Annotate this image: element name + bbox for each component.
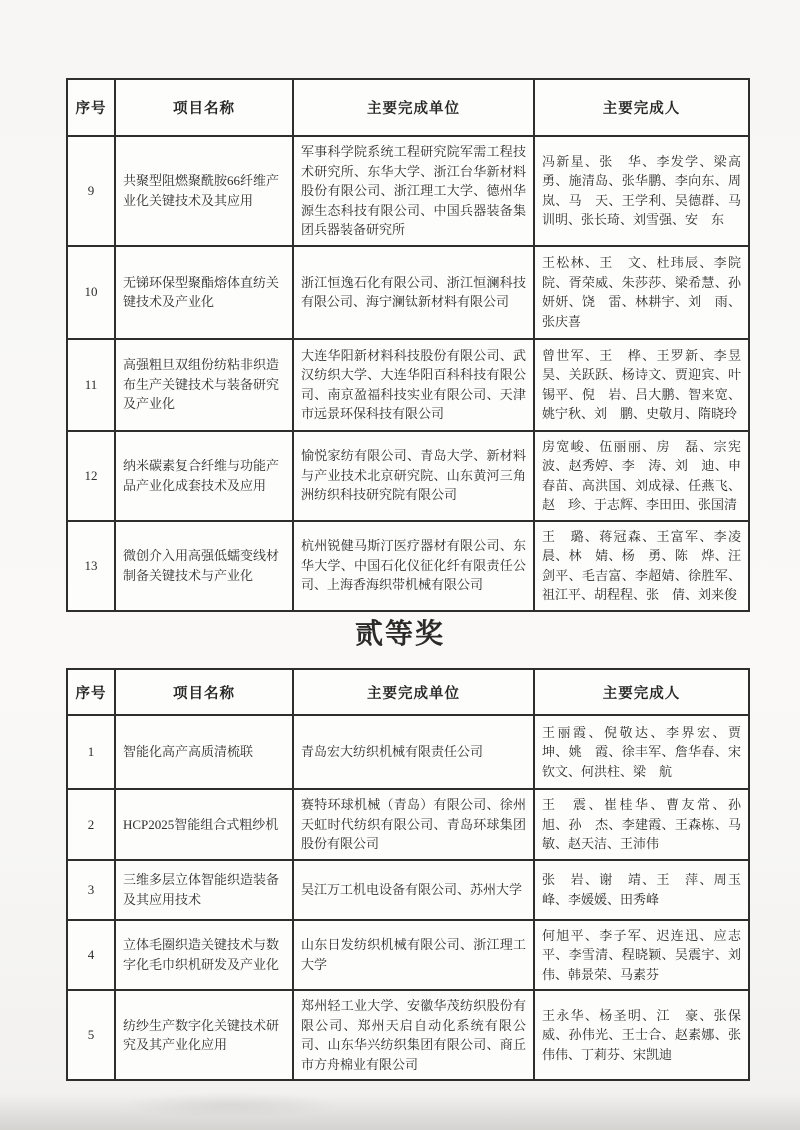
cell-project: HCP2025智能组合式粗纱机 [115,789,293,860]
cell-people: 王永华、杨圣明、江 豪、张保威、孙伟光、王士合、赵素娜、张伟伟、丁莉芬、宋凯迪 [534,990,749,1080]
cell-no: 9 [67,136,115,246]
table-row [67,789,749,860]
table-row [67,920,749,991]
cell-units: 吴江万工机电设备有限公司、苏州大学 [293,860,534,920]
cell-people: 王 震、崔桂华、曹友常、孙 旭、孙 杰、李建霞、王森栋、马 敏、赵天洁、王沛伟 [534,789,749,860]
cell-project: 高强粗旦双组份纺粘非织造布生产关键技术与装备研究及产业化 [115,339,293,431]
column-header-project: 项目名称 [115,669,293,715]
cell-no: 4 [67,920,115,991]
table-row [67,521,749,611]
cell-no: 10 [67,246,115,339]
cell-people: 王丽霞、倪敬达、李界宏、贾 坤、姚 霞、徐丰军、詹华春、宋钦文、何洪柱、梁 航 [534,715,749,789]
column-header-project: 项目名称 [115,79,293,136]
cell-people: 张 岩、谢 靖、王 萍、周玉峰、李媛媛、田秀峰 [534,860,749,920]
cell-people: 冯新星、张 华、李发学、梁高勇、施清岛、张华鹏、李向东、周 岚、马 天、王学利、吴德群、马训明、张长琦、刘雪强、安 东 [534,136,749,246]
cell-no: 3 [67,860,115,920]
cell-people: 房宽峻、伍丽丽、房 磊、宗宪波、赵秀婷、李 涛、刘 迪、申春苗、高洪国、刘成禄、任燕飞、赵 珍、于志辉、李田田、张国清 [534,431,749,521]
column-header-no: 序号 [67,79,115,136]
header-row [67,669,749,715]
cell-people: 曾世军、王 桦、王罗新、李昱昊、关跃跃、杨诗文、贾迎宾、叶锡平、倪 岩、吕大鹏、智来宽、姚宁秋、刘 鹏、史敬月、隋晓玲 [534,339,749,431]
cell-project: 纳米碳素复合纤维与功能产品产业化成套技术及应用 [115,431,293,521]
cell-units: 军事科学院系统工程研究院军需工程技术研究所、东华大学、浙江台华新材料股份有限公司、浙江理工大学、德州华源生态科技有限公司、中国兵器装备集团兵器装备研究所 [293,136,534,246]
table-row [67,339,749,431]
column-header-people: 主要完成人 [534,669,749,715]
cell-no: 1 [67,715,115,789]
cell-people: 王松林、王 文、杜玮辰、李院院、胥荣威、朱莎莎、梁希慧、孙妍妍、饶 雷、林耕宇、刘 雨、张庆喜 [534,246,749,339]
column-header-units: 主要完成单位 [293,669,534,715]
cell-project: 无锑环保型聚酯熔体直纺关键技术及产业化 [115,246,293,339]
cell-units: 浙江恒逸石化有限公司、浙江恒澜科技有限公司、海宁澜钛新材料有限公司 [293,246,534,339]
table-row [67,136,749,246]
table-row [67,431,749,521]
cell-project: 三维多层立体智能织造装备及其应用技术 [115,860,293,920]
table-row [67,715,749,789]
first-prize-table-continued [66,78,755,612]
cell-units: 大连华阳新材料科技股份有限公司、武汉纺织大学、大连华阳百科科技有限公司、南京盈福科技实业有限公司、天津市远景环保科技有限公司 [293,339,534,431]
cell-project: 共聚型阻燃聚酰胺66纤维产业化关键技术及其应用 [115,136,293,246]
column-header-units: 主要完成单位 [293,79,534,136]
cell-units: 赛特环球机械（青岛）有限公司、徐州天虹时代纺织有限公司、青岛环球集团股份有限公司 [293,789,534,860]
cell-units: 青岛宏大纺织机械有限责任公司 [293,715,534,789]
second-prize-table [66,668,755,1081]
cell-people: 何旭平、李子军、迟连迅、应志平、李雪清、程晓颖、吴震宇、刘 伟、韩景荣、马素芬 [534,920,749,991]
column-header-people: 主要完成人 [534,79,749,136]
cell-units: 愉悦家纺有限公司、青岛大学、新材料与产业技术北京研究院、山东黄河三角洲纺织科技研究院有限公司 [293,431,534,521]
cell-no: 11 [67,339,115,431]
cell-units: 杭州锐健马斯汀医疗器材有限公司、东华大学、中国石化仪征化纤有限责任公司、上海香海织带机械有限公司 [293,521,534,611]
second-prize-heading: 贰等奖 [354,619,445,650]
cell-no: 12 [67,431,115,521]
column-header-no: 序号 [67,669,115,715]
cell-no: 13 [67,521,115,611]
cell-no: 5 [67,990,115,1080]
page-shadow-smudge [120,1092,340,1118]
header-row [67,79,749,136]
table-row [67,860,749,920]
cell-project: 纺纱生产数字化关键技术研究及其产业化应用 [115,990,293,1080]
cell-project: 微创介入用高强低蠕变线材制备关键技术与产业化 [115,521,293,611]
cell-units: 山东日发纺织机械有限公司、浙江理工大学 [293,920,534,991]
cell-project: 智能化高产高质清梳联 [115,715,293,789]
cell-units: 郑州轻工业大学、安徽华茂纺织股份有限公司、郑州天启自动化系统有限公司、山东华兴纺织集团有限公司、商丘市方舟棉业有限公司 [293,990,534,1080]
cell-project: 立体毛圈织造关键技术与数字化毛巾织机研发及产业化 [115,920,293,991]
table-row [67,246,749,339]
cell-no: 2 [67,789,115,860]
cell-people: 王 璐、蒋冠森、王富军、李凌晨、林 婧、杨 勇、陈 烨、汪剑平、毛吉富、李超婧、徐胜军、祖江平、胡程程、张 倩、刘来俊 [534,521,749,611]
table-row [67,990,749,1080]
